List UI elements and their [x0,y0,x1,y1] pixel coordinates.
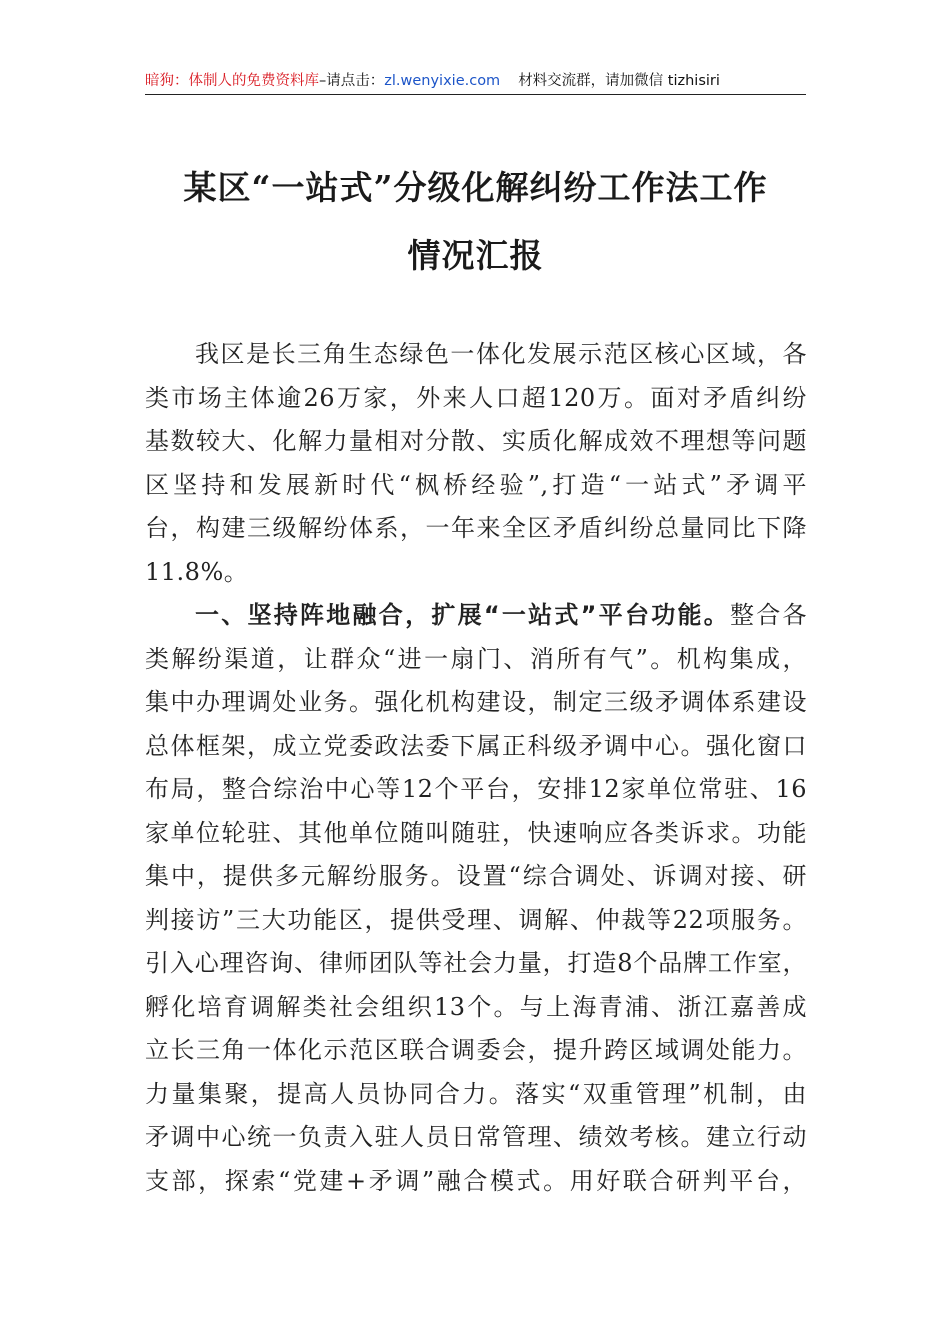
paragraph-1-line: 基数较大、化解力量相对分散、实质化解成效不理想等问题 [145,427,807,455]
paragraph-2-line: 力量集聚，提高人员协同合力。落实“双重管理”机制，由 [145,1079,807,1108]
header-click-prompt: –请点击： [319,73,385,89]
paragraph-1-line: 类市场主体逾26万家，外来人口超120万。面对矛盾纠纷 [145,383,807,412]
paragraph-2-first-line [145,594,807,638]
paragraph-2-line: 家单位轮驻、其他单位随叫随驻，快速响应各类诉求。功能 [145,818,807,847]
paragraph-1-line: 11.8%。 [145,557,249,586]
header-site-name: 暗狗：体制人的免费资料库 [145,73,319,89]
paragraph-2-line: 集中，提供多元解纷服务。设置“综合调处、诉调对接、研 [145,862,807,890]
paragraph-2-line: 支部，探索“党建+矛调”融合模式。用好联合研判平台， [145,1166,807,1195]
paragraph-2-line: 总体框架，成立党委政法委下属正科级矛调中心。强化窗口 [145,731,807,760]
paragraph-1-line: 我区是长三角生态绿色一体化发展示范区核心区域，各 [195,340,807,368]
document-title-line-2: 情况汇报 [407,236,544,275]
document-body [145,333,807,1203]
document-header [145,70,806,95]
paragraph-2-line: 矛调中心统一负责入驻人员日常管理、绩效考核。建立行动 [145,1123,807,1151]
paragraph-2-line: 类解纷渠道，让群众“进一扇门、消所有气”。机构集成， [145,644,807,673]
paragraph-2-first-rest: 整合各 [729,601,808,629]
paragraph-1-line: 台，构建三级解纷体系，一年来全区矛盾纠纷总量同比下降 [145,514,807,542]
document-title-line-1: 某区“一站式”分级化解纠纷工作法工作 [183,168,768,207]
section-heading: 一、坚持阵地融合，扩展“一站式”平台功能。 [195,601,730,629]
header-wechat-note: 材料交流群，请加微信 tizhisiri [518,73,720,89]
header-link[interactable]: zl.wenyixie.com [384,73,501,89]
paragraph-2-line: 布局，整合综治中心等12个平台，安排12家单位常驻、16 [145,775,807,803]
paragraph-2-line: 引入心理咨询、律师团队等社会力量，打造8个品牌工作室， [145,949,807,977]
paragraph-2-line: 立长三角一体化示范区联合调委会，提升跨区域调处能力。 [145,1036,807,1064]
paragraph-1-line: 区坚持和发展新时代“枫桥经验”,打造“一站式”矛调平 [145,470,807,499]
paragraph-2-line: 集中办理调处业务。强化机构建设，制定三级矛调体系建设 [145,688,807,716]
paragraph-2-line: 判接访”三大功能区，提供受理、调解、仲裁等22项服务。 [145,905,807,934]
paragraph-2-line: 孵化培育调解类社会组织13个。与上海青浦、浙江嘉善成 [145,992,807,1021]
